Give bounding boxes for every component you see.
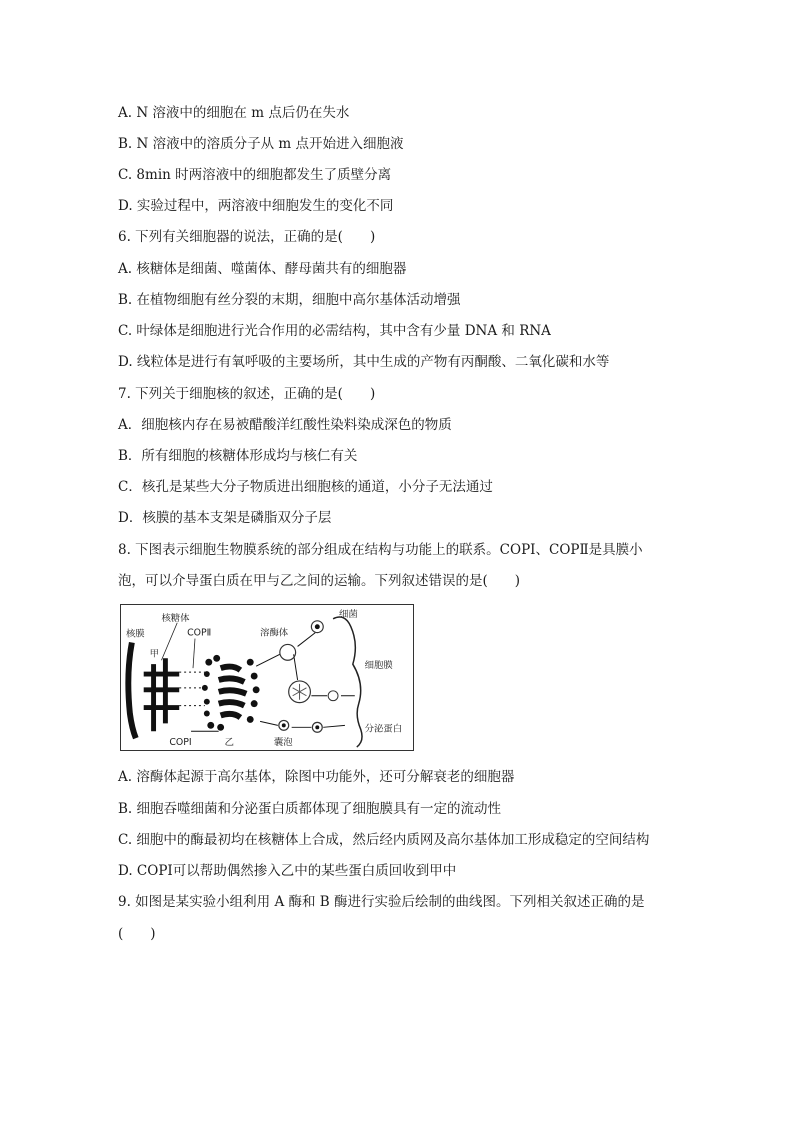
residual-body — [328, 691, 338, 701]
option-7d: D．核膜的基本支架是磷脂双分子层 — [118, 510, 332, 526]
label-lysosome: 溶酶体 — [260, 627, 289, 639]
option-5a: A. N 溶液中的细胞在 m 点后仍在失水 — [118, 105, 350, 121]
membrane-system-diagram — [121, 605, 413, 750]
label-vesicle: 囊泡 — [273, 737, 293, 749]
membrane-system-figure — [120, 604, 414, 751]
option-6a: A. 核糖体是细菌、噬菌体、酵母菌共有的细胞器 — [118, 261, 407, 277]
option-5d: D. 实验过程中，两溶液中细胞发生的变化不同 — [118, 198, 394, 214]
option-7c: C．核孔是某些大分子物质进出细胞核的通道，小分子无法通过 — [118, 479, 493, 495]
label-cell-membrane: 细胞膜 — [364, 660, 393, 672]
option-6b: B. 在植物细胞有丝分裂的末期，细胞中高尔基体活动增强 — [118, 292, 461, 308]
golgi-shape — [219, 667, 247, 718]
nuclear-envelope-shape — [128, 642, 135, 738]
digestive-vesicle-hatch — [293, 684, 307, 700]
question-7-stem: 7. 下列关于细胞核的叙述，正确的是( ) — [118, 386, 376, 402]
option-8a: A. 溶酶体起源于高尔基体，除图中功能外，还可分解衰老的细胞器 — [118, 769, 515, 785]
bacteria-dot — [315, 624, 320, 629]
label-nuclear-membrane: 核膜 — [125, 628, 145, 640]
option-6c: C. 叶绿体是细胞进行光合作用的必需结构，其中含有少量 DNA 和 RNA — [118, 323, 551, 339]
label-jia: 甲 — [149, 648, 159, 660]
label-cop2: COPⅡ — [187, 627, 212, 639]
option-5c: C. 8min 时两溶液中的细胞都发生了质壁分离 — [118, 167, 392, 183]
question-9-stem-line2: ( ) — [118, 926, 156, 942]
label-cop1: COPⅠ — [169, 737, 192, 749]
option-7b: B．所有细胞的核糖体形成均与核仁有关 — [118, 448, 358, 464]
er-shape — [144, 658, 180, 731]
option-7a: A．细胞核内存在易被醋酸洋红酸性染料染成深色的物质 — [118, 417, 452, 433]
option-8b: B. 细胞吞噬细菌和分泌蛋白质都体现了细胞膜具有一定的流动性 — [118, 801, 502, 817]
arrows — [191, 633, 355, 732]
leader-ribosome — [161, 623, 177, 660]
option-5b: B. N 溶液中的溶质分子从 m 点开始进入细胞液 — [118, 136, 404, 152]
question-8-stem-line1: 8. 下图表示细胞生物膜系统的部分组成在结构与功能上的联系。COPⅠ、COPⅡ是具膜小 — [118, 542, 643, 558]
label-yi: 乙 — [224, 737, 234, 749]
option-6d: D. 线粒体是进行有氧呼吸的主要场所，其中生成的产物有丙酮酸、二氧化碳和水等 — [118, 354, 610, 370]
option-8d: D. COPⅠ可以帮助偶然掺入乙中的某些蛋白质回收到甲中 — [118, 863, 457, 879]
question-6-stem: 6. 下列有关细胞器的说法，正确的是( ) — [118, 229, 376, 245]
question-9-stem-line1: 9. 如图是某实验小组利用 A 酶和 B 酶进行实验后绘制的曲线图。下列相关叙述正确的是 — [118, 894, 645, 910]
label-ribosome: 核糖体 — [161, 612, 190, 624]
label-bacteria: 细菌 — [339, 608, 358, 620]
secretory-vesicle-1-core — [282, 723, 286, 727]
secretory-vesicle-2-core — [315, 725, 319, 729]
option-8c: C. 细胞中的酶最初均在核糖体上合成，然后经内质网及高尔基体加工形成稳定的空间结构 — [118, 832, 650, 848]
cell-membrane-shape — [333, 617, 362, 747]
transport-lines — [179, 672, 205, 706]
lysosome-shape — [280, 644, 296, 660]
label-secreted-protein: 分泌蛋白 — [364, 723, 403, 735]
leader-cop2 — [193, 639, 195, 669]
question-8-stem-line2: 泡，可以介导蛋白质在甲与乙之间的运输。下列叙述错误的是( ) — [118, 573, 521, 589]
